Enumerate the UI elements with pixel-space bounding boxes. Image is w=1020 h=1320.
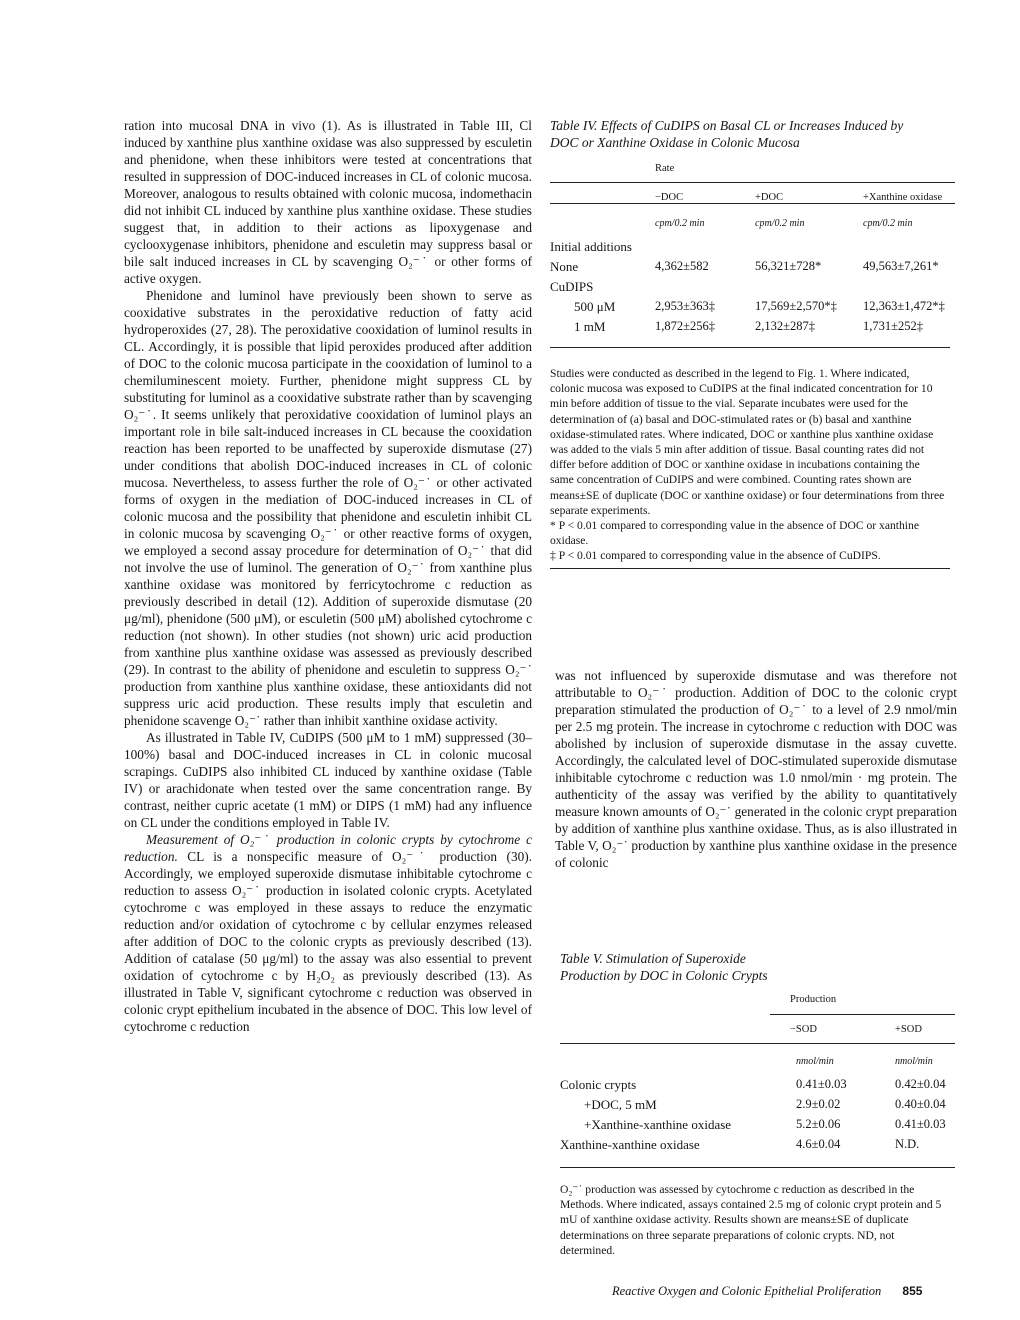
table-iv-group-header: Rate [655,163,675,174]
table-row [550,229,955,255]
table-iv-bottom-rule [550,347,950,348]
table-v-col-header: +SOD [865,1015,955,1044]
table-iv-cell: 1,872±256‡ [655,319,715,333]
table-iv-cell: 12,363±1,472*‡ [863,299,945,313]
table-iv-col-header: +DOC [735,183,845,204]
table-iv-unit: cpm/0.2 min [845,204,955,230]
table-v-group-header: Production [790,994,837,1005]
table-iv-col-header: −DOC [645,183,735,204]
table-v-note: O₂⁻˙ production was assessed by cytochrome c reduction as described in the Methods. Where indicated, assays contained 2.5 mg of colonic crypt protein and 5 mU of xanthine oxidase activity. Results shown are means±SE of duplicate determinations on three separate preparations of colonic crypts. ND, not determined. [560,1183,942,1257]
table-row [550,275,955,295]
table-v-col-header: −SOD [770,1015,865,1044]
table-iv-row-label: None [550,259,579,274]
table-v-cell: 4.6±0.04 [796,1137,841,1151]
table-iv-footnote-dagger: ‡ P < 0.01 compared to corresponding value in the absence of CuDIPS. [550,549,881,563]
table-iv [550,163,955,335]
table-v-cell: 0.41±0.03 [796,1077,847,1091]
table-v-bottom-rule [560,1167,955,1168]
table-iv-unit: cpm/0.2 min [645,204,735,230]
table-iv-title: Table IV. Effects of CuDIPS on Basal CL or Increases Induced by DOC or Xanthine Oxidase in Colonic Mucosa [550,118,904,150]
table-v-cell: 2.9±0.02 [796,1097,841,1111]
table-iv-notes [550,366,945,564]
table-iv-unit: cpm/0.2 min [735,204,845,230]
section-paragraph [124,831,532,1035]
table-iv-row-label: CuDIPS [550,279,594,294]
table-iv-cell: 2,132±287‡ [755,319,815,333]
table-v-block [560,950,958,1258]
table-v-cell: 0.42±0.04 [895,1077,946,1091]
page-number: 855 [902,1284,923,1298]
table-iv-cell [645,229,735,255]
right-body-paragraph: was not influenced by superoxide dismutase and was therefore not attributable to O₂⁻˙ production. Addition of DOC to the colonic crypt preparation stimulated the production of O₂⁻˙ to a level of 2.9 nmol/min per 2.5 mg protein. The increase in cytochrome c reduction with DOC was abolished by inclusion of superoxide dismutase in the assay cuvette. Accordingly, the calculated level of DOC-stimulated superoxide dismutase inhibitable cytochrome c reduction was 1.0 nmol/min · mg protein. The authenticity of the assay was verified by the ability to quantitatively measure known amounts of O₂⁻˙ generated in the colonic crypt preparation by addition of xanthine plus xanthine oxidase. Thus, as is also illustrated in Table V, O₂⁻˙ production by xanthine plus xanthine oxidase in the presence of colonic [555,668,957,870]
table-v-cell: 5.2±0.06 [796,1117,841,1131]
left-column [124,117,532,1035]
table-v-unit: nmol/min [770,1044,865,1068]
table-iv-cell [845,229,955,255]
table-iv-notes-rule [550,568,950,569]
table-v-row-label: Colonic crypts [560,1077,637,1092]
table-v-cell: N.D. [895,1137,920,1151]
table-row [560,1113,955,1133]
table-iv-block [550,117,960,569]
table-v-row-label: +Xanthine-xanthine oxidase [584,1117,732,1132]
table-iv-cell: 1,731±252‡ [863,319,923,333]
body-paragraph-3: As illustrated in Table IV, CuDIPS (500 μM to 1 mM) suppressed (30–100%) basal and DOC-induced increases in CL in colonic mucosal scrapings. CuDIPS also inhibited CL induced by xanthine oxidase (Table IV) or arachidonate when tested over the same concentration range. By contrast, neither cupric acetate (1 mM) or DIPS (1 mM) had any influence on CL under the conditions employed in Table IV. [124,730,532,830]
running-title: Reactive Oxygen and Colonic Epithelial Proliferation [612,1284,882,1298]
table-iv-cell [735,229,845,255]
section-heading: Measurement of O₂⁻˙ production in colonic crypts by cytochrome c reduction. [124,832,532,864]
table-row [550,315,955,335]
table-row [550,295,955,315]
table-v-cell: 0.40±0.04 [895,1097,946,1111]
table-iv-footnote-star: * P < 0.01 compared to corresponding value in the absence of DOC or xanthine oxidase. [550,519,919,548]
table-iv-col-header: +Xanthine oxidase [845,183,955,204]
table-v-cell: 0.41±0.03 [895,1117,946,1131]
table-iv-row-label: 1 mM [574,319,606,334]
table-iv-cell: 17,569±2,570*‡ [755,299,837,313]
table-iv-cell: 49,563±7,261* [863,259,939,273]
table-v-title: Table V. Stimulation of Superoxide Production by DOC in Colonic Crypts [560,951,768,983]
section-body: CL is a nonspecific measure of O₂⁻˙ production (30). Accordingly, we employed superoxide dismutase inhibitable cytochrome c reduction to assess O₂⁻˙ production in isolated colonic crypts. Acetylated cytochrome c was employed in these assays to reduce the enzymatic reduction and/or oxidation of cytochrome c by cellular enzymes released after addition of DOC to the colonic crypts as previously described (13). Addition of catalase (50 μg/ml) to the assay was also essential to prevent oxidation of cytochrome c by H₂O₂ as previously described (13). As illustrated in Table V, significant cytochrome c reduction was observed in colonic crypt epithelium incubated in the absence of DOC. This low level of cytochrome c reduction [124,849,532,1034]
table-row [560,1133,955,1153]
table-row [560,1067,955,1093]
table-iv-row-label: Initial additions [550,239,632,254]
table-iv-cell: 56,321±728* [755,259,822,273]
page-footer [612,1284,962,1299]
table-iv-row-label: 500 μM [574,299,616,314]
table-iv-cell [845,275,955,295]
body-paragraph-2: Phenidone and luminol have previously been shown to serve as cooxidative substrates in the peroxidative reduction of fatty acid hydroperoxides (27, 28). The peroxidative cooxidation of luminol results in CL. Accordingly, it is possible that lipid peroxides produced after addition of DOC to the colonic mucosa participate in the cooxidation of luminol to a chemiluminescent moiety. Further, phenidone might suppress CL by substituting for luminol as a cooxidative substrate rather than by scavenging O₂⁻˙. It seems unlikely that peroxidative cooxidation of luminol plays an important role in bile salt-induced increases in CL because the cooxidation reaction has been reported to be unaffected by superoxide dismutase (27) under conditions that abolish DOC-induced increases in CL of colonic mucosa. Nevertheless, to assess further the role of O₂⁻˙ or other activated forms of oxygen in the mediation of DOC-induced increases in CL of colonic mucosa and the possibility that phenidone and esculetin inhibit CL in colonic mucosa by scavenging O₂⁻˙ or other reactive forms of oxygen, we employed a second assay procedure for determination of O₂⁻˙ that did not involve the use of luminol. The generation of O₂⁻˙ from xanthine plus xanthine oxidase was monitored by ferricytochrome c reduction as previously described in detail (12). Addition of superoxide dismutase (20 μg/ml), phenidone (500 μM), or esculetin (500 μM) abolished cytochrome c reduction (not shown). In other studies (not shown) uric acid production from xanthine plus xanthine oxidase was assessed as previously described (29). In contrast to the ability of phenidone and esculetin to suppress O₂⁻˙ production from xanthine plus xanthine oxidase, these antioxidants did not suppress uric acid production. These results imply that esculetin and phenidone scavenge O₂⁻˙ rather than inhibit xanthine oxidase activity. [124,288,532,728]
table-v-row-label: +DOC, 5 mM [584,1097,657,1112]
table-v [560,994,955,1153]
table-row [550,255,955,275]
table-row [560,1093,955,1113]
table-iv-cell [735,275,845,295]
table-iv-cell [645,275,735,295]
table-iv-cell: 4,362±582 [655,259,709,273]
table-v-row-label: Xanthine-xanthine oxidase [560,1137,700,1152]
table-iv-note: Studies were conducted as described in the legend to Fig. 1. Where indicated, colonic mucosa was exposed to CuDIPS at the final indicated concentration for 10 min before addition of tissue to the vial. Separate incubates were used for the determination of (a) basal and DOC-stimulated rates or (b) basal and xanthine oxidase-stimulated rates. Where indicated, DOC or xanthine plus xanthine oxidase was added to the vials 5 min after addition of tissue. Basal counting rates did not differ before addition of DOC or xanthine oxidase in incubations containing the same concentration of CuDIPS and were combined. Counting rates shown are means±SE of duplicate (DOC or xanthine oxidase) or four determinations from three separate experiments. [550,367,945,517]
table-iv-cell: 2,953±363‡ [655,299,715,313]
body-paragraph-1: ration into mucosal DNA in vivo (1). As is illustrated in Table III, Cl induced by xanthine plus xanthine oxidase was also suppressed by esculetin and phenidone, when these inhibitors were tested at concentrations that resulted in suppression of DOC-induced increases in CL of colonic mucosa. Moreover, analogous to results obtained with colonic mucosa, indomethacin did not inhibit CL induced by xanthine plus xanthine oxidase. These studies suggest that, in addition to their actions as lipoxygenase and cyclooxygenase inhibitors, phenidone and esculetin may suppress basal or bile salt induced increases in CL by scavenging O₂⁻˙ or other forms of active oxygen. [124,118,532,286]
table-v-unit: nmol/min [865,1044,955,1068]
